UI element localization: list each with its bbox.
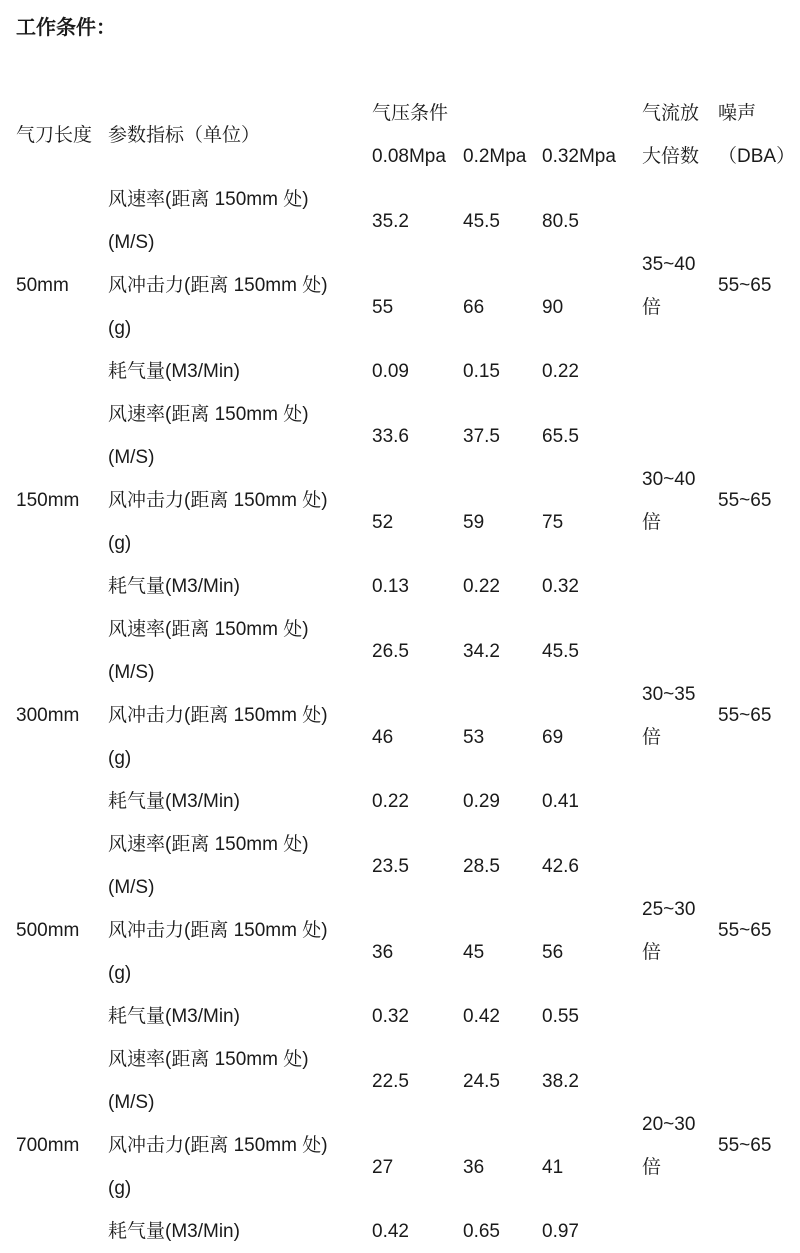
value-cell-pressure-1: 0.42 [372,1221,409,1242]
value-cell-pressure-2: 59 [463,511,485,533]
page-heading: 工作条件： [16,17,116,39]
amplification-cell [642,608,718,823]
param-label: 耗气量(M3/Min) [108,1221,240,1242]
value-cell-pressure-3: 42.6 [542,855,579,877]
value-cell-pressure-2: 0.15 [463,361,500,382]
param-label: 耗气量(M3/Min) [108,576,240,597]
param-label: 风冲击力(距离 150mm 处) [108,1135,328,1156]
param-cell [108,350,372,393]
table-row [16,608,800,694]
param-unit: (M/S) [108,877,155,898]
value-cell-pressure-1: 27 [372,1156,394,1178]
header-pressure-1: 0.08Mpa [372,146,446,167]
value-cell-pressure-2: 0.22 [463,576,500,597]
value-cell-pressure-2: 66 [463,296,485,318]
param-label: 耗气量(M3/Min) [108,791,240,812]
blade-length-cell: 50mm [16,275,69,296]
param-unit: (M/S) [108,1092,155,1113]
noise-cell: 55~65 [718,1135,772,1156]
value-cell-pressure-3: 0.55 [542,1006,579,1027]
value-cell-pressure-1: 0.13 [372,576,409,597]
param-cell [108,1038,372,1124]
value-cell-pressure-3: 38.2 [542,1070,579,1092]
amplification-cell [642,1038,718,1253]
spec-table [16,92,800,1253]
value-cell-pressure-1: 46 [372,726,394,748]
header-noise-line2: （DBA） [718,146,796,167]
header-pressure-3: 0.32Mpa [542,146,616,167]
value-cell-pressure-1: 55 [372,296,394,318]
header-param: 参数指标（单位） [108,124,261,146]
amplification-unit: 倍 [642,941,662,963]
param-label: 风速率(距离 150mm 处) [108,189,309,210]
value-cell-pressure-2: 34.2 [463,640,500,662]
amplification-unit: 倍 [642,1156,662,1178]
value-cell-pressure-2: 36 [463,1156,485,1178]
table-row [16,823,800,909]
amplification-range: 30~35 [642,683,696,705]
param-label: 风冲击力(距离 150mm 处) [108,490,328,511]
param-cell [108,1210,372,1253]
value-cell-pressure-3: 80.5 [542,210,579,232]
table-row [16,1038,800,1124]
value-cell-pressure-1: 36 [372,941,394,963]
param-label: 风速率(距离 150mm 处) [108,404,309,425]
header-pressure-2: 0.2Mpa [463,146,527,167]
value-cell-pressure-3: 75 [542,511,564,533]
amplification-unit: 倍 [642,726,662,748]
value-cell-pressure-3: 90 [542,296,564,318]
value-cell-pressure-2: 37.5 [463,425,500,447]
amplification-cell [642,393,718,608]
param-cell [108,780,372,823]
table-body [16,178,800,1253]
param-unit: (g) [108,1178,132,1199]
value-cell-pressure-3: 0.22 [542,361,579,382]
amplification-cell [642,823,718,1038]
value-cell-pressure-3: 0.97 [542,1221,579,1242]
param-cell [108,393,372,479]
param-label: 风冲击力(距离 150mm 处) [108,705,328,726]
header-pressure-group: 气压条件 [372,103,449,124]
header-amplification-line2: 大倍数 [642,146,700,167]
param-cell [108,694,372,780]
param-cell [108,909,372,995]
param-cell [108,608,372,694]
noise-cell: 55~65 [718,705,772,726]
param-unit: (M/S) [108,232,155,253]
value-cell-pressure-2: 0.65 [463,1221,500,1242]
amplification-range: 20~30 [642,1113,696,1135]
param-cell [108,823,372,909]
value-cell-pressure-2: 53 [463,726,485,748]
param-cell [108,264,372,350]
param-label: 风速率(距离 150mm 处) [108,619,309,640]
value-cell-pressure-1: 0.22 [372,791,409,812]
noise-cell: 55~65 [718,275,772,296]
blade-length-cell: 500mm [16,920,80,941]
value-cell-pressure-1: 35.2 [372,210,409,232]
value-cell-pressure-2: 45 [463,941,485,963]
param-label: 风速率(距离 150mm 处) [108,834,309,855]
param-label: 风速率(距离 150mm 处) [108,1049,309,1070]
value-cell-pressure-1: 0.32 [372,1006,409,1027]
blade-length-cell: 700mm [16,1135,80,1156]
amplification-range: 30~40 [642,468,696,490]
blade-length-cell: 300mm [16,705,80,726]
header-length: 气刀长度 [16,124,93,146]
value-cell-pressure-3: 69 [542,726,564,748]
param-unit: (g) [108,533,132,554]
param-cell [108,178,372,264]
param-label: 耗气量(M3/Min) [108,361,240,382]
value-cell-pressure-3: 45.5 [542,640,579,662]
header-amplification-line1: 气流放 [642,103,700,124]
header-noise-line1: 噪声 [718,103,757,124]
amplification-cell [642,178,718,393]
amplification-unit: 倍 [642,296,662,318]
noise-cell: 55~65 [718,490,772,511]
value-cell-pressure-3: 0.32 [542,576,579,597]
value-cell-pressure-1: 22.5 [372,1070,409,1092]
value-cell-pressure-3: 56 [542,941,564,963]
value-cell-pressure-1: 23.5 [372,855,409,877]
param-unit: (M/S) [108,447,155,468]
value-cell-pressure-3: 0.41 [542,791,579,812]
param-label: 耗气量(M3/Min) [108,1006,240,1027]
amplification-range: 35~40 [642,253,696,275]
table-header [16,92,800,178]
value-cell-pressure-3: 65.5 [542,425,579,447]
param-cell [108,479,372,565]
value-cell-pressure-1: 33.6 [372,425,409,447]
table-row [16,178,800,264]
value-cell-pressure-2: 0.29 [463,791,500,812]
param-label: 风冲击力(距离 150mm 处) [108,920,328,941]
param-unit: (g) [108,963,132,984]
param-label: 风冲击力(距离 150mm 处) [108,275,328,296]
param-cell [108,1124,372,1210]
param-cell [108,995,372,1038]
amplification-unit: 倍 [642,511,662,533]
value-cell-pressure-1: 52 [372,511,394,533]
value-cell-pressure-2: 28.5 [463,855,500,877]
value-cell-pressure-2: 24.5 [463,1070,500,1092]
value-cell-pressure-2: 0.42 [463,1006,500,1027]
noise-cell: 55~65 [718,920,772,941]
value-cell-pressure-1: 26.5 [372,640,409,662]
value-cell-pressure-3: 41 [542,1156,564,1178]
table-row [16,393,800,479]
value-cell-pressure-2: 45.5 [463,210,500,232]
blade-length-cell: 150mm [16,490,80,511]
value-cell-pressure-1: 0.09 [372,361,409,382]
param-unit: (g) [108,318,132,339]
param-cell [108,565,372,608]
param-unit: (g) [108,748,132,769]
amplification-range: 25~30 [642,898,696,920]
param-unit: (M/S) [108,662,155,683]
